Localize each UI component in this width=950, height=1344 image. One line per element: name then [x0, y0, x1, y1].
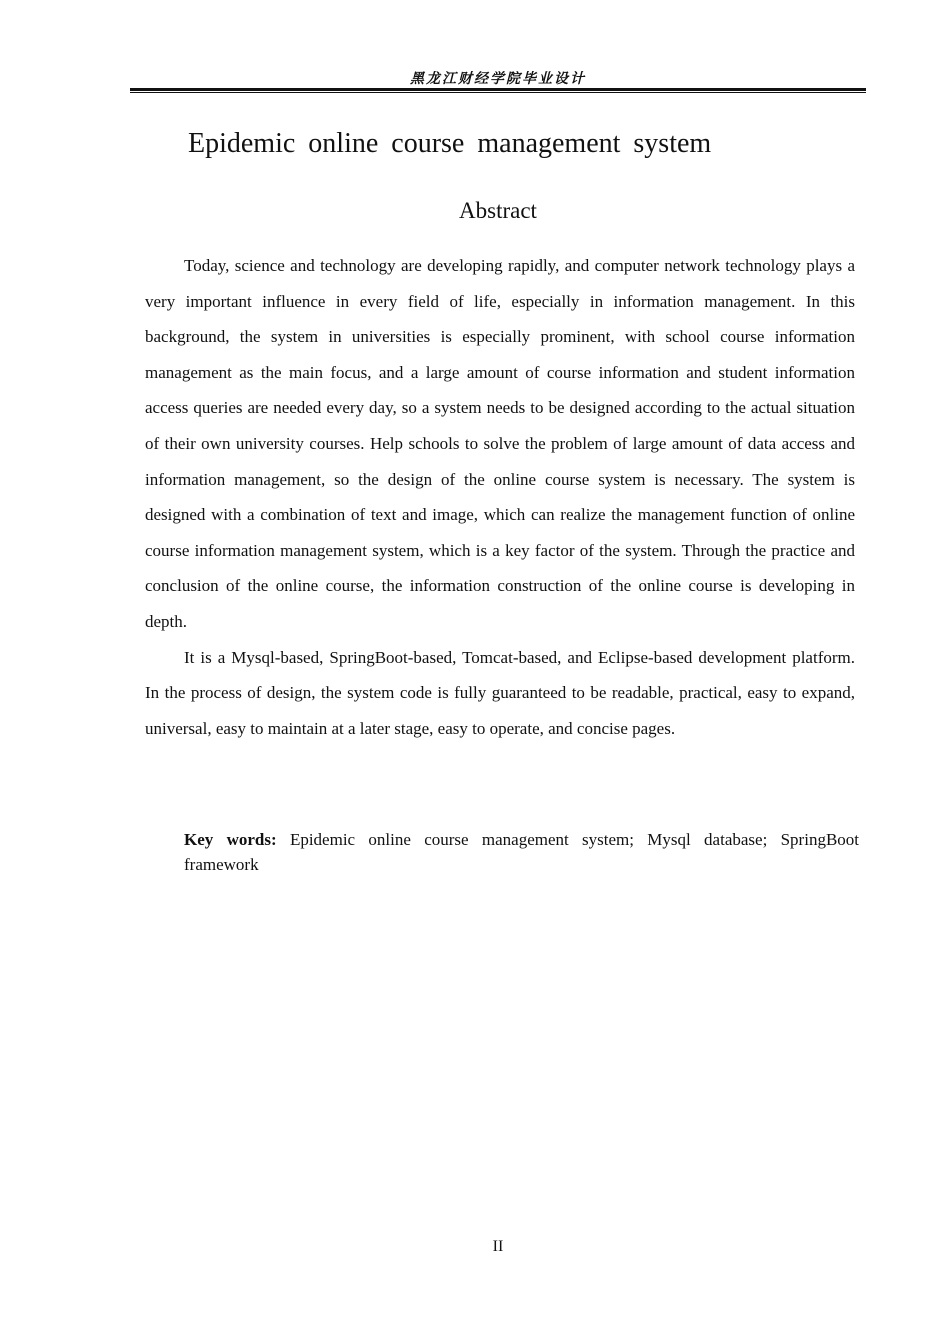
keywords-block [184, 827, 859, 877]
abstract-body [145, 248, 855, 746]
header-rule-thick [130, 88, 866, 91]
page-number: II [492, 1238, 504, 1255]
keywords-text: Epidemic online course management system; Mysql database; SpringBoot framework [184, 830, 860, 874]
running-header: 黑龙江财经学院毕业设计 [410, 71, 586, 87]
keywords-label: Key words: [184, 830, 277, 849]
abstract-heading: Abstract [459, 198, 537, 223]
abstract-paragraph-1: Today, science and technology are developing rapidly, and computer network technology plays a very important influence in every field of life, especially in information management. In this background, the system in universities is especially prominent, with school course information management as the main focus, and a large amount of course information and student information access queries are needed every day, so a system needs to be designed according to the actual situation of their own university courses. Help schools to solve the problem of large amount of data access and information management, so the design of the online course system is necessary. The system is designed with a combination of text and image, which can realize the management function of online course information management system, which is a key factor of the system. Through the practice and conclusion of the online course, the information construction of the online course is developing in depth. [145, 256, 855, 631]
header-rule-thin [130, 92, 866, 93]
document-title: Epidemic online course management system [188, 128, 712, 159]
abstract-paragraph-2: It is a Mysql-based, SpringBoot-based, Tomcat-based, and Eclipse-based development platform. In the process of design, the system code is fully guaranteed to be readable, practical, easy to expand, universal, easy to maintain at a later stage, easy to operate, and concise pages. [145, 647, 855, 738]
